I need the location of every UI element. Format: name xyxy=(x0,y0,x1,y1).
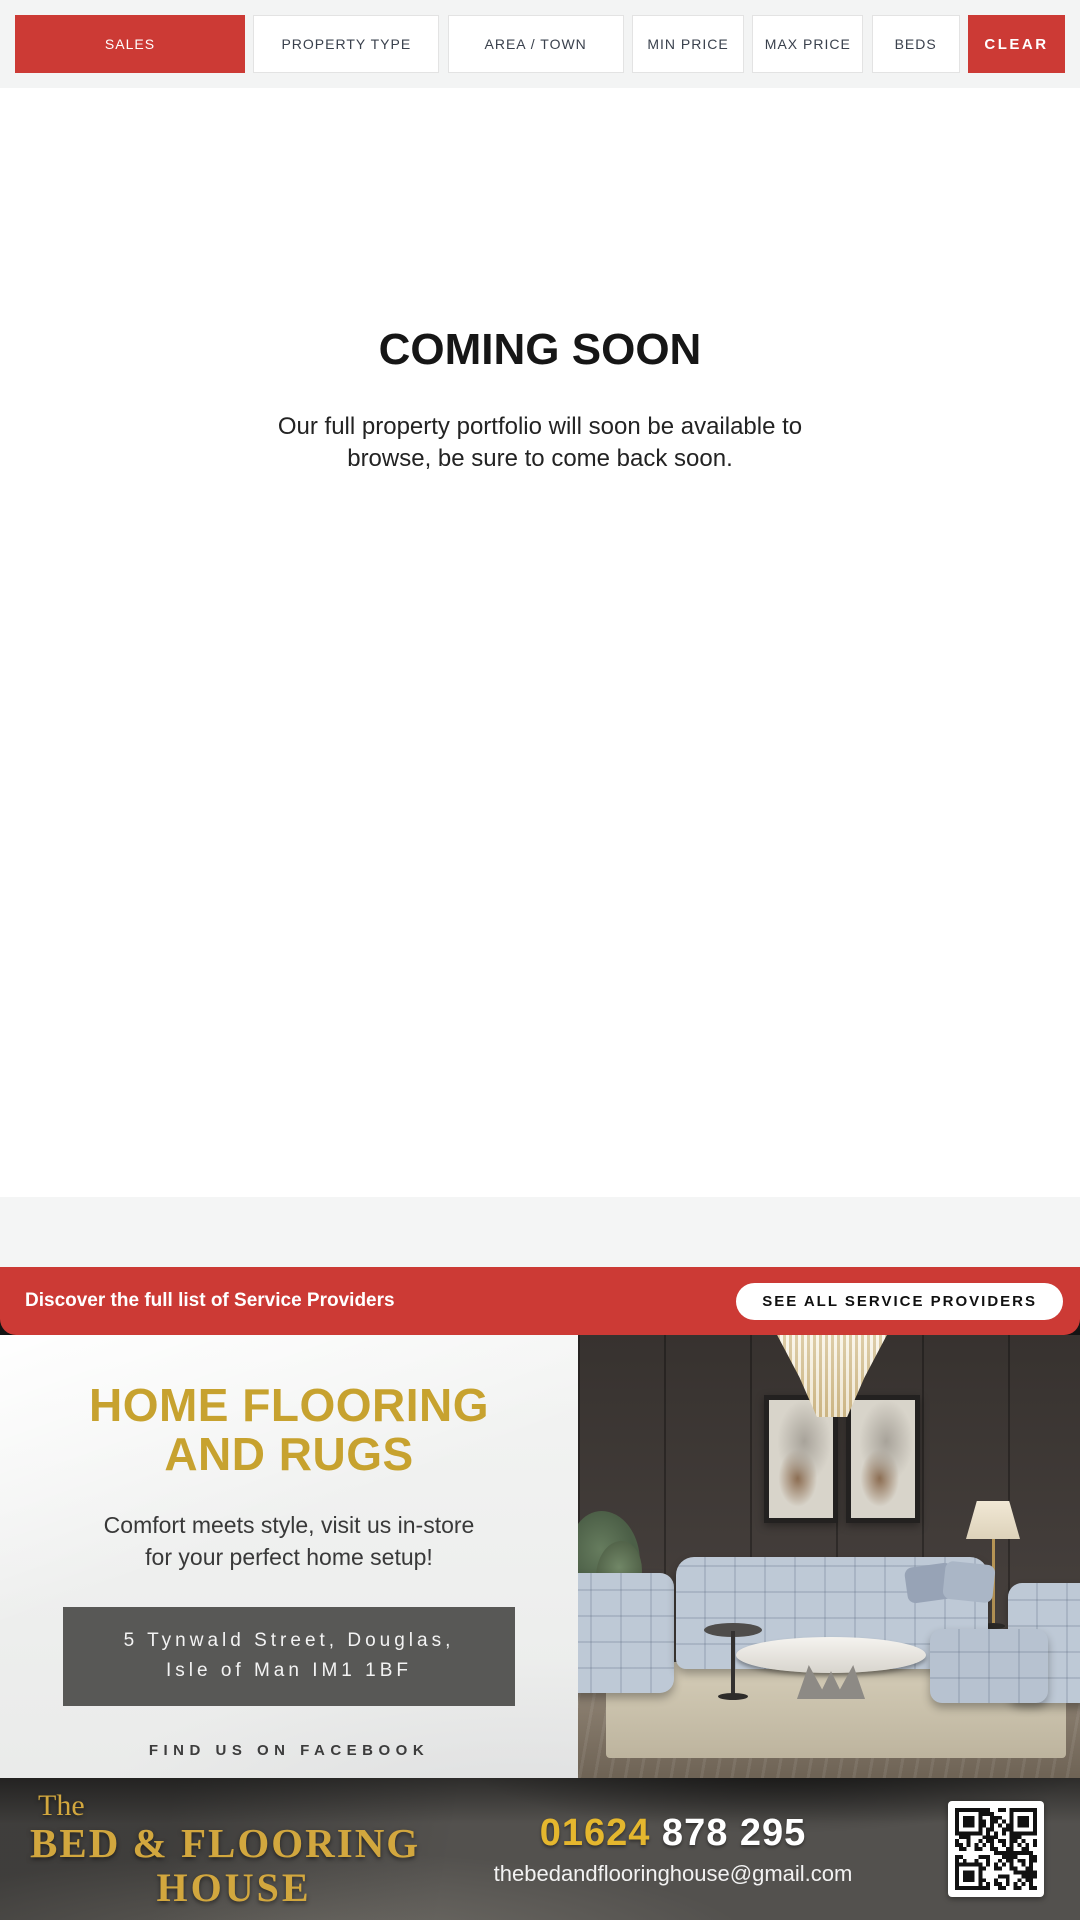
footer xyxy=(0,1778,1080,1920)
spacer-band xyxy=(0,1197,1080,1267)
footer-phone xyxy=(438,1812,908,1855)
living-room-photo xyxy=(578,1335,1080,1778)
filter-sales-button[interactable]: SALES xyxy=(15,15,245,73)
filter-beds-button[interactable]: BEDS xyxy=(872,15,960,73)
coming-soon-message-line1: Our full property portfolio will soon be available to xyxy=(277,413,803,440)
footer-email-link[interactable]: thebedandflooringhouse@gmail.com xyxy=(493,1860,853,1886)
coming-soon-title: COMING SOON xyxy=(378,325,702,374)
qr-code-icon xyxy=(948,1801,1044,1897)
find-us-on-facebook-link[interactable]: FIND US ON FACEBOOK xyxy=(148,1741,430,1759)
see-all-service-providers-button[interactable]: SEE ALL SERVICE PROVIDERS xyxy=(736,1283,1063,1320)
logo-name: BED & FLOORING xyxy=(30,1819,421,1866)
photo-ottoman xyxy=(930,1629,1048,1703)
footer-phone-number: 878 295 xyxy=(650,1811,807,1854)
photo-side-table-pole xyxy=(731,1631,735,1697)
logo-sub: HOUSE xyxy=(156,1864,312,1910)
service-banner-text: Discover the full list of Service Providers xyxy=(25,1290,395,1311)
service-banner-wrap xyxy=(0,1267,1080,1335)
advert-tagline-line1: Comfort meets style, visit us in-store xyxy=(103,1511,475,1538)
property-filter-bar xyxy=(0,0,1080,88)
photo-cushion-2 xyxy=(942,1560,996,1603)
advert-address-box xyxy=(63,1607,515,1706)
advert-content xyxy=(0,1335,578,1778)
coming-soon-message xyxy=(0,411,1080,474)
coming-soon-message-line2: browse, be sure to come back soon. xyxy=(347,444,733,472)
service-providers-banner xyxy=(0,1267,1080,1335)
footer-contact xyxy=(438,1812,948,1887)
filter-area-town-button[interactable]: AREA / TOWN xyxy=(448,15,624,73)
filter-property-type-button[interactable]: PROPERTY TYPE xyxy=(253,15,439,73)
advert-section xyxy=(0,1335,1080,1778)
bed-and-flooring-house-logo xyxy=(30,1788,438,1910)
footer-phone-area: 01624 xyxy=(539,1811,651,1854)
filter-max-price-button[interactable]: MAX PRICE xyxy=(752,15,863,73)
coming-soon-section xyxy=(0,88,1080,1197)
logo-the: The xyxy=(38,1788,85,1822)
advert-title xyxy=(0,1381,578,1479)
photo-coffee-table xyxy=(736,1637,926,1673)
filter-min-price-button[interactable]: MIN PRICE xyxy=(632,15,744,73)
advert-tagline xyxy=(0,1509,578,1573)
advert-title-line1: HOME FLOORING xyxy=(88,1379,490,1431)
advert-address-line1: 5 Tynwald Street, Douglas, xyxy=(123,1629,455,1651)
advert-tagline-line2: for your perfect home setup! xyxy=(145,1543,433,1570)
photo-sofa-left xyxy=(578,1573,674,1693)
advert-title-line2: AND RUGS xyxy=(164,1427,414,1480)
photo-wall-art-right xyxy=(846,1395,920,1523)
photo-side-table-base xyxy=(718,1693,748,1700)
filter-clear-button[interactable]: CLEAR xyxy=(968,15,1065,73)
advert-address-line2: Isle of Man IM1 1BF xyxy=(165,1660,412,1682)
